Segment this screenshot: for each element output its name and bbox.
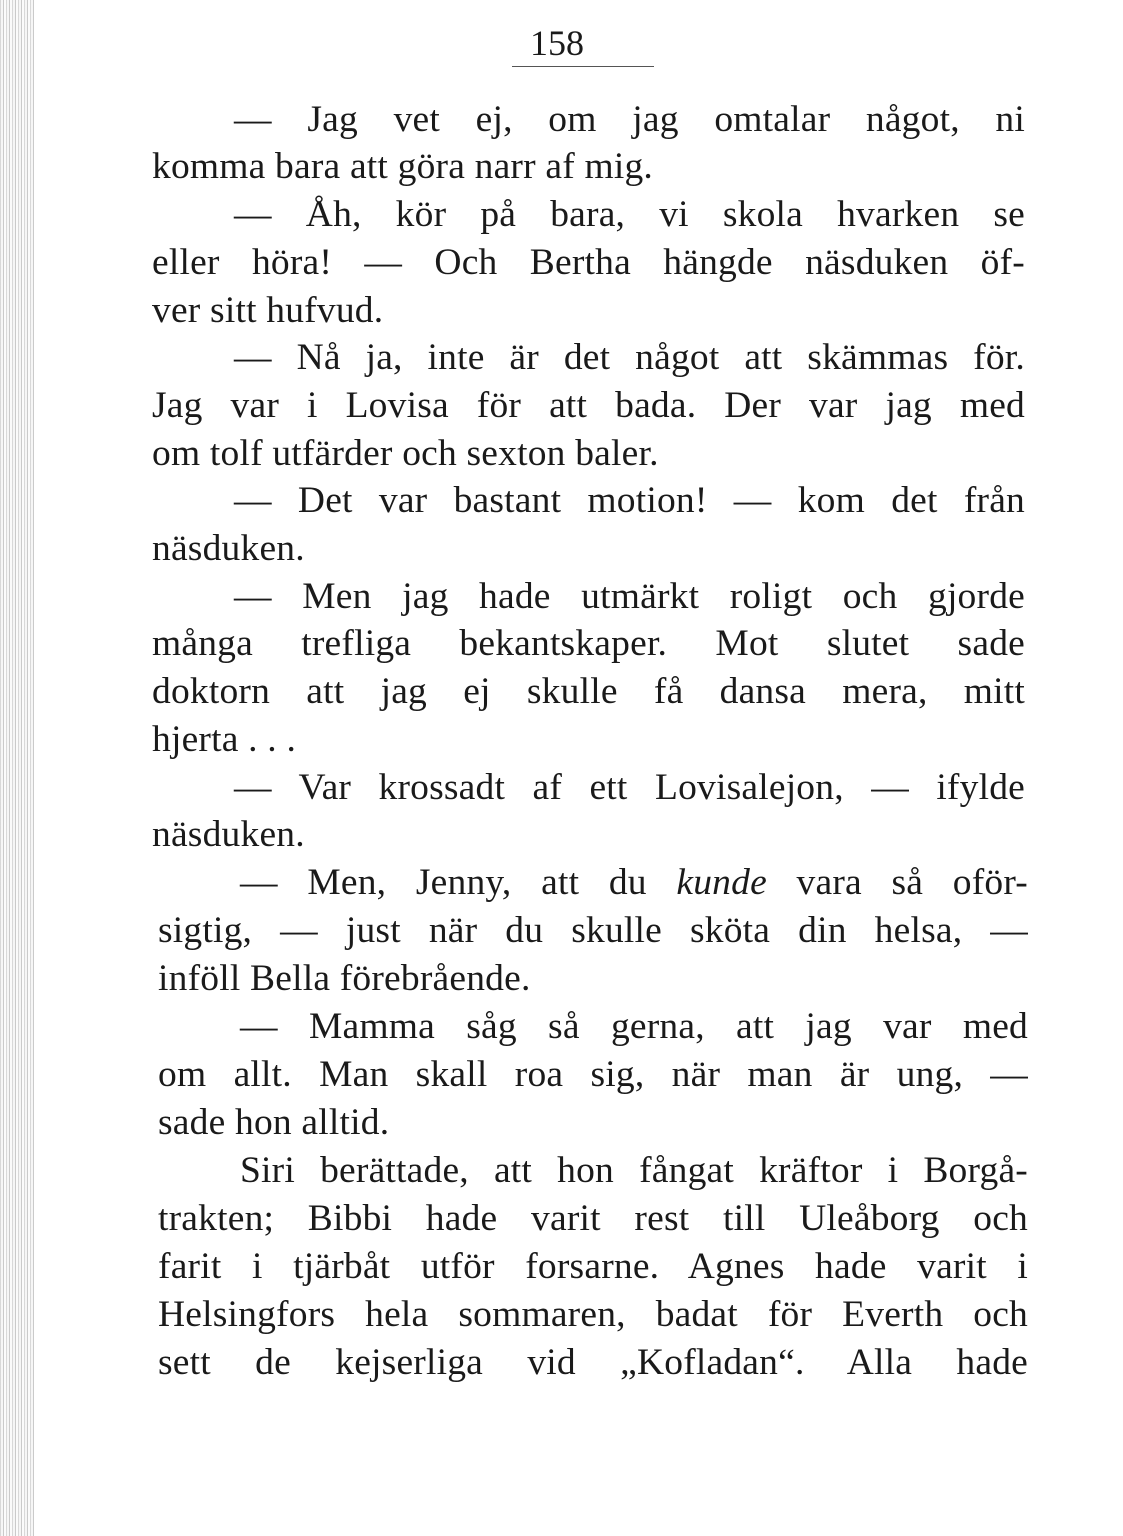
text-line: doktorn att jag ej skulle få dansa mera, mitt [152, 671, 1025, 712]
text-line: näsduken. [152, 814, 305, 855]
scan-edge [0, 0, 34, 1536]
text-line: om allt. Man skall roa sig, när man är ung, — [158, 1054, 1028, 1095]
text-line: ver sitt hufvud. [152, 290, 384, 331]
text-line: — Var krossadt af ett Lovisalejon, — ifylde [234, 767, 1025, 808]
text-line: — Men jag hade utmärkt roligt och gjorde [234, 576, 1025, 617]
text-fragment: — Men, Jenny, att du [240, 862, 677, 903]
text-fragment: vara så oför- [766, 862, 1028, 903]
text-line: många trefliga bekantskaper. Mot slutet sade [152, 623, 1025, 664]
text-line: — Jag vet ej, om jag omtalar något, ni [234, 99, 1025, 140]
italic-word: kunde [676, 862, 767, 903]
text-line: — Åh, kör på bara, vi skola hvarken se [234, 194, 1025, 235]
page-number-rule [512, 66, 654, 67]
text-line: inföll Bella förebrående. [158, 958, 531, 999]
text-line: — Nå ja, inte är det något att skämmas för. [234, 337, 1025, 378]
text-line: näsduken. [152, 528, 305, 569]
page-number: 158 [530, 23, 584, 63]
text-line: farit i tjärbåt utför forsarne. Agnes hade varit i [158, 1246, 1028, 1287]
text-line [158, 861, 1028, 905]
text-line: trakten; Bibbi hade varit rest till Uleåborg och [158, 1198, 1028, 1239]
text-line: — Det var bastant motion! — kom det från [234, 480, 1025, 521]
text-line: komma bara att göra narr af mig. [152, 146, 653, 187]
text-line: sade hon alltid. [158, 1102, 390, 1143]
text-line: om tolf utfärder och sexton baler. [152, 433, 659, 474]
text-line: sigtig, — just när du skulle sköta din helsa, — [158, 910, 1028, 951]
text-line: eller höra! — Och Bertha hängde näsduken öf- [152, 242, 1025, 283]
text-line: hjerta . . . [152, 719, 297, 760]
text-line: Siri berättade, att hon fångat kräftor i Borgå- [240, 1150, 1028, 1191]
text-line: Jag var i Lovisa för att bada. Der var jag med [152, 385, 1025, 426]
text-line: sett de kejserliga vid „Kofladan“. Alla hade [158, 1342, 1028, 1383]
text-line: — Mamma såg så gerna, att jag var med [240, 1006, 1028, 1047]
text-line: Helsingfors hela sommaren, badat för Everth och [158, 1294, 1028, 1335]
